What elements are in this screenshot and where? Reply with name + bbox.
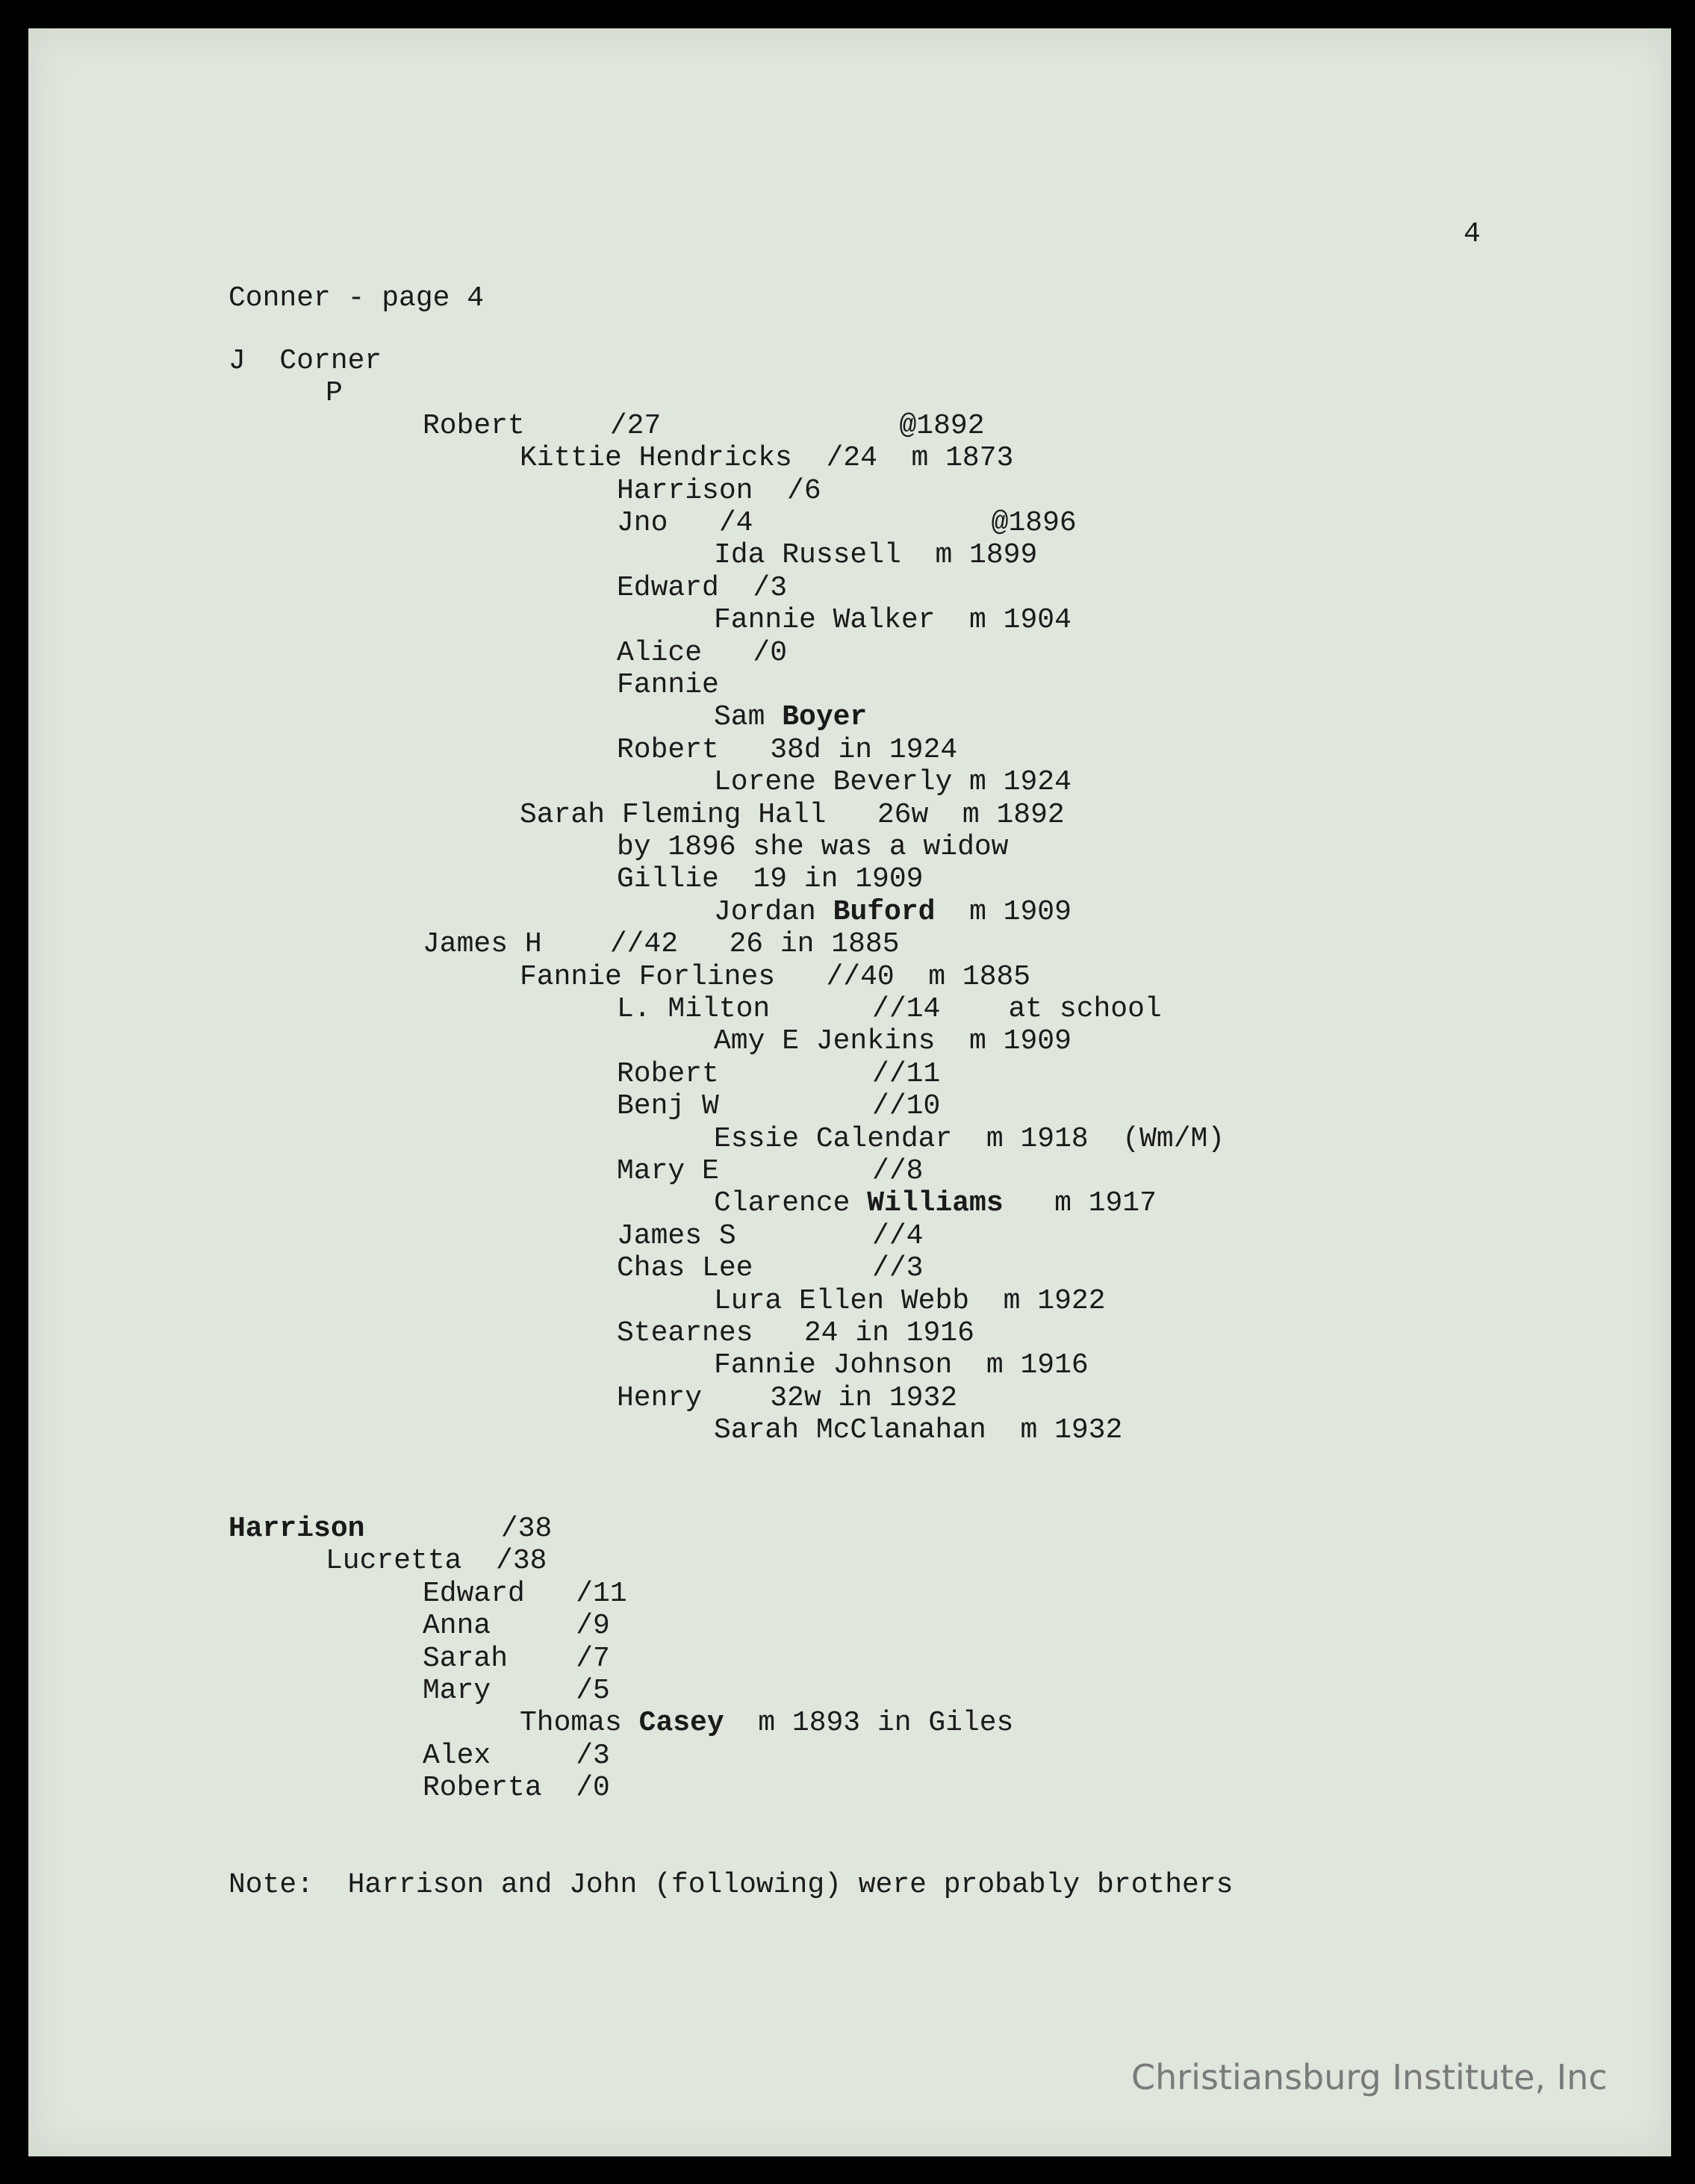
record-line [423, 1740, 610, 1772]
record-text: Lorene Beverly m 1924 [714, 766, 1072, 799]
record-line [714, 1025, 1072, 1057]
surname-bold: Casey [638, 1707, 724, 1740]
record-text: Robert //11 [617, 1057, 941, 1090]
record-line [617, 1252, 923, 1284]
record-text: P [326, 377, 343, 410]
record-line [520, 442, 1013, 474]
record-line [520, 961, 1030, 993]
surname-bold: Harrison [228, 1513, 365, 1545]
note-text: Note: Harrison and John (following) were probably brothers [228, 1869, 1234, 1901]
record-line [714, 766, 1072, 798]
record-line [617, 669, 719, 701]
record-text: Alex /3 [423, 1739, 610, 1772]
record-line [423, 1772, 610, 1804]
record-line [617, 475, 821, 507]
document-heading: Conner - page 4 [228, 282, 485, 314]
record-text: L. Milton //14 at school [617, 993, 1162, 1025]
record-text: Benj W //10 [617, 1090, 941, 1123]
record-text: Lucretta /38 [326, 1545, 547, 1578]
page-number: 4 [1464, 218, 1481, 250]
record-line [617, 1155, 923, 1187]
record-text: Fannie Johnson m 1916 [714, 1349, 1089, 1382]
record-text-suffix: m 1909 [935, 895, 1072, 928]
record-line [617, 1220, 923, 1252]
record-text: Gillie 19 in 1909 [617, 863, 924, 896]
record-line [714, 604, 1072, 636]
record-line [423, 1610, 610, 1642]
record-text: Fannie Forlines //40 m 1885 [520, 960, 1031, 993]
record-text: Robert 38d in 1924 [617, 733, 958, 766]
record-text: Harrison /6 [617, 474, 821, 507]
record-line [326, 377, 343, 409]
record-line [520, 1707, 1013, 1739]
surname-bold: Buford [833, 895, 936, 928]
record-line [617, 863, 923, 895]
record-line [617, 507, 1077, 539]
record-text: Sarah McClanahan m 1932 [714, 1414, 1123, 1447]
record-text: James H //42 26 in 1885 [423, 928, 900, 961]
record-text: Sarah /7 [423, 1642, 610, 1675]
record-text: Roberta /0 [423, 1772, 610, 1805]
record-text: Mary /5 [423, 1675, 610, 1707]
record-line [228, 1513, 552, 1545]
record-text: Robert /27 @1892 [423, 409, 985, 442]
record-text: Jordan [714, 895, 833, 928]
record-text: by 1896 she was a widow [617, 831, 1009, 863]
surname-bold: Boyer [782, 701, 868, 734]
record-text: James S //4 [617, 1219, 924, 1252]
record-text: Chas Lee //3 [617, 1252, 924, 1285]
record-line [617, 1317, 974, 1349]
watermark-text: Christiansburg Institute, Inc [1131, 2057, 1608, 2097]
record-line [617, 1090, 940, 1122]
record-line [617, 993, 1162, 1025]
record-line [714, 1285, 1106, 1317]
record-line [714, 539, 1037, 571]
record-line [423, 928, 900, 960]
record-text: Anna /9 [423, 1610, 610, 1643]
record-line [617, 572, 787, 604]
record-line [520, 799, 1065, 831]
record-text: Lura Ellen Webb m 1922 [714, 1284, 1106, 1317]
record-line [714, 1123, 1225, 1155]
record-line [617, 831, 1009, 863]
record-line [423, 410, 985, 442]
record-text: Ida Russell m 1899 [714, 539, 1038, 572]
record-line [714, 701, 867, 733]
record-text: Edward /3 [617, 571, 788, 604]
surname-bold: Williams [867, 1187, 1004, 1220]
record-text: Amy E Jenkins m 1909 [714, 1025, 1072, 1058]
record-line [617, 734, 957, 766]
record-text: Alice /0 [617, 636, 788, 669]
record-text: J Corner [228, 345, 382, 377]
record-text: Mary E //8 [617, 1155, 924, 1187]
record-text: Thomas [520, 1707, 639, 1740]
record-line [714, 1349, 1089, 1381]
record-text: Edward /11 [423, 1577, 627, 1610]
record-line [228, 345, 382, 377]
record-line [617, 1058, 940, 1090]
record-text: Henry 32w in 1932 [617, 1381, 958, 1414]
record-text: Fannie [617, 669, 719, 701]
record-line [714, 1187, 1157, 1219]
record-line [423, 1578, 627, 1610]
record-text-suffix: /38 [364, 1513, 553, 1545]
record-text: Clarence [714, 1187, 868, 1220]
record-text: Kittie Hendricks /24 m 1873 [520, 442, 1014, 475]
record-text: Sarah Fleming Hall 26w m 1892 [520, 798, 1065, 831]
record-line [617, 1382, 957, 1414]
record-line [423, 1643, 610, 1675]
record-line [714, 896, 1072, 928]
record-line [714, 1414, 1122, 1446]
record-text: Jno /4 @1896 [617, 507, 1077, 539]
record-line [326, 1545, 547, 1577]
record-text: Stearnes 24 in 1916 [617, 1317, 974, 1349]
record-line [423, 1675, 610, 1707]
record-text: Sam [714, 701, 783, 734]
record-text-suffix: m 1893 in Giles [724, 1707, 1014, 1740]
record-text: Fannie Walker m 1904 [714, 604, 1072, 637]
record-text-suffix: m 1917 [1003, 1187, 1157, 1220]
record-text: Essie Calendar m 1918 (Wm/M) [714, 1122, 1225, 1155]
record-line [617, 637, 787, 669]
